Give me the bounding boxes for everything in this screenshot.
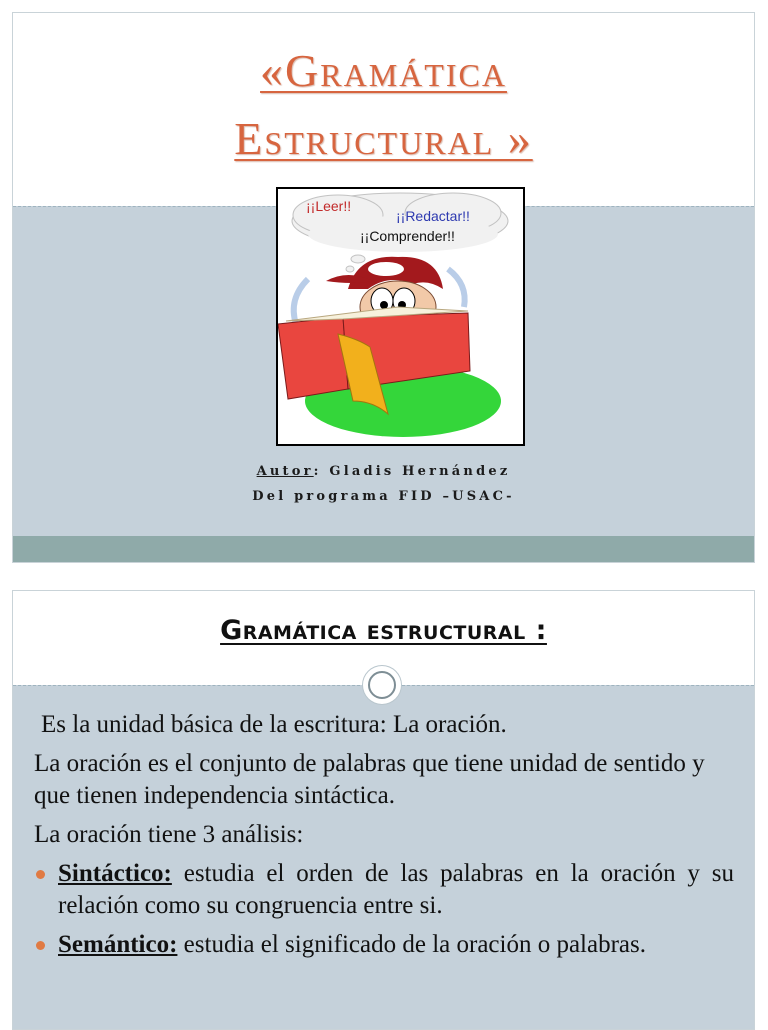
bullet-text: estudia el significado de la oración o palabras. xyxy=(177,931,647,958)
author-label: Autor xyxy=(256,464,314,479)
ring-ornament-icon xyxy=(363,666,401,704)
reading-kid-illustration xyxy=(276,187,525,446)
bullet-item xyxy=(34,929,734,961)
bullet-item xyxy=(34,858,734,922)
cloud-word-comprender: ¡¡Comprender!! xyxy=(360,228,455,244)
paragraph-analisis: La oración tiene 3 análisis: xyxy=(34,821,304,848)
bullet-text: estudia el orden de las palabras en la oración y su relación como su congruencia entre si. xyxy=(58,860,734,919)
content-slide xyxy=(12,590,755,1030)
bullet-term: Semántico: xyxy=(58,931,178,958)
author-line xyxy=(13,464,754,479)
slide-title-line2: Estructural » xyxy=(234,113,533,164)
slide-title-line1: «Gramática xyxy=(260,45,507,96)
bullet-dot-icon xyxy=(36,941,45,950)
author-name: : Gladis Hernández xyxy=(313,464,511,479)
paragraph-definition: Es la unidad básica de la escritura: La oración. xyxy=(41,711,507,738)
title-header-band xyxy=(13,13,754,206)
title-slide xyxy=(12,12,755,563)
bullet-term: Sintáctico: xyxy=(58,860,172,887)
kid-reading-book-picture xyxy=(278,189,523,444)
paragraph-oracion: La oración es el conjunto de palabras que tiene unidad de sentido y que tienen independencia sintáctica. xyxy=(34,750,705,809)
program-line: Del programa FID –USAC- xyxy=(252,489,515,504)
cloud-word-redactar: ¡¡Redactar!! xyxy=(396,208,470,224)
cloud-word-leer: ¡¡Leer!! xyxy=(306,198,352,214)
slide-title: Gramática estructural : xyxy=(220,615,547,646)
slide-body xyxy=(34,709,734,968)
bullet-dot-icon xyxy=(36,870,45,879)
slide-footer-bar xyxy=(13,536,754,563)
